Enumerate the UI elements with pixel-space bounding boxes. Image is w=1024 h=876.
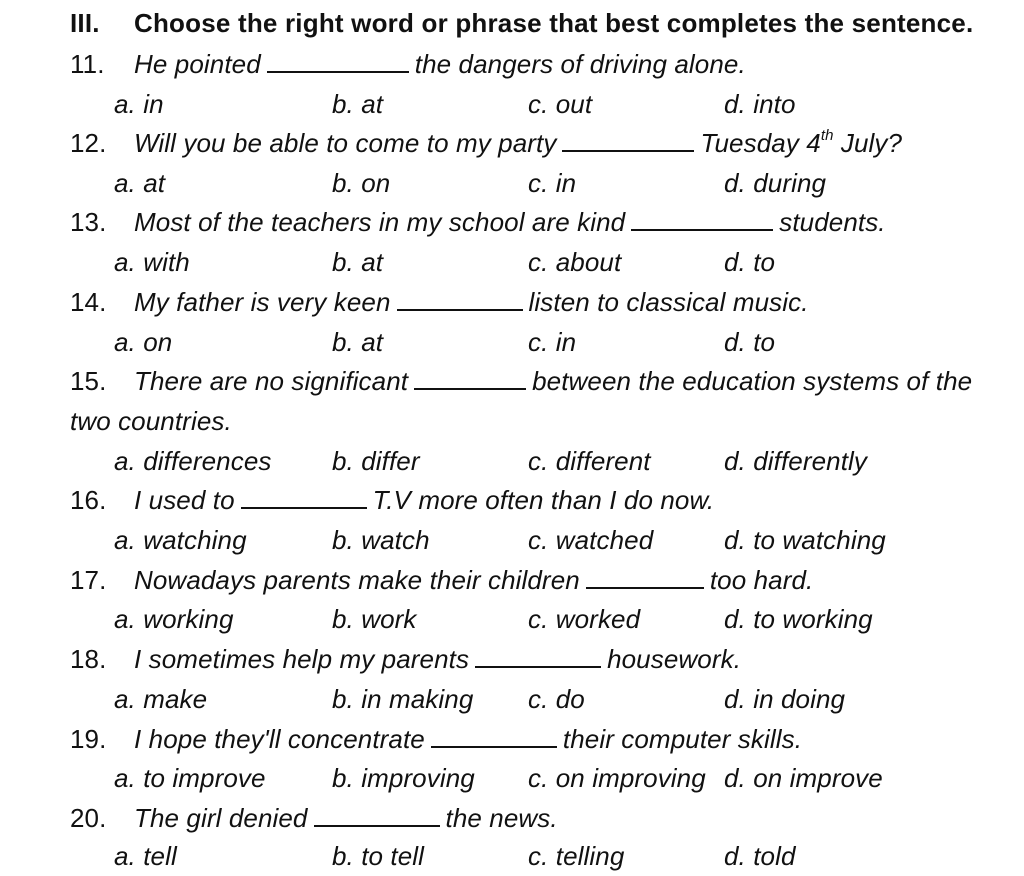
- question-number: 11.: [70, 49, 105, 79]
- question-11: [70, 46, 746, 82]
- question-number: 13.: [70, 207, 107, 237]
- question-text-before: I hope they'll concentrate: [134, 724, 425, 754]
- option-a: a. to improve: [114, 763, 266, 793]
- question-number: 16.: [70, 485, 107, 515]
- section-heading: [70, 4, 973, 42]
- option-c: c. worked: [528, 604, 641, 634]
- options-16: [114, 522, 1014, 558]
- question-text-before: I sometimes help my parents: [134, 644, 470, 674]
- question-text-before: My father is very keen: [134, 287, 391, 317]
- options-14: [114, 324, 1014, 360]
- option-b: b. in making: [332, 684, 474, 714]
- question-text-after: listen to classical music.: [528, 287, 809, 317]
- answer-blank: [241, 485, 367, 509]
- option-b: b. watch: [332, 525, 430, 555]
- options-18: [114, 681, 1014, 717]
- question-text-before: Most of the teachers in my school are kind: [134, 207, 626, 237]
- ordinal-suffix: th: [820, 127, 834, 145]
- answer-blank: [314, 803, 440, 827]
- question-16: [70, 482, 714, 518]
- question-number: 12.: [70, 128, 107, 158]
- question-number: 20.: [70, 803, 107, 833]
- section-number: III.: [70, 8, 100, 38]
- options-11: [114, 86, 1014, 122]
- option-a: a. tell: [114, 841, 177, 871]
- option-c: c. do: [528, 684, 585, 714]
- question-text-before: Will you be able to come to my party: [134, 128, 557, 158]
- option-a: a. differences: [114, 446, 272, 476]
- options-15: [114, 443, 1014, 479]
- question-text-after-2: July?: [833, 128, 903, 158]
- option-b: b. at: [332, 327, 384, 357]
- option-b: b. at: [332, 89, 384, 119]
- question-12: [70, 125, 902, 161]
- question-text-after: housework.: [607, 644, 742, 674]
- option-c: c. in: [528, 327, 577, 357]
- answer-blank: [267, 49, 409, 73]
- answer-blank: [431, 724, 557, 748]
- answer-blank: [586, 565, 704, 589]
- question-15-continuation: two countries.: [70, 406, 232, 436]
- option-a: a. at: [114, 168, 166, 198]
- option-b: b. on: [332, 168, 391, 198]
- question-number: 17.: [70, 565, 107, 595]
- question-text-after: the dangers of driving alone.: [414, 49, 746, 79]
- answer-blank: [631, 207, 773, 231]
- options-17: [114, 601, 1014, 637]
- option-a: a. on: [114, 327, 173, 357]
- answer-blank: [562, 128, 694, 152]
- question-text-after: students.: [779, 207, 886, 237]
- question-text-after: Tuesday 4: [700, 128, 821, 158]
- option-d: d. in doing: [724, 684, 846, 714]
- answer-blank: [414, 366, 526, 390]
- option-d: d. on improve: [724, 763, 883, 793]
- option-c: c. on improving: [528, 763, 706, 793]
- options-19: [114, 760, 1014, 796]
- option-b: b. differ: [332, 446, 420, 476]
- option-a: a. with: [114, 247, 190, 277]
- options-12: [114, 165, 1014, 201]
- option-b: b. at: [332, 247, 384, 277]
- option-d: d. to working: [724, 604, 873, 634]
- question-text-before: There are no significant: [134, 366, 409, 396]
- option-a: a. in: [114, 89, 164, 119]
- question-text-before: Nowadays parents make their children: [134, 565, 580, 595]
- option-c: c. different: [528, 446, 651, 476]
- option-b: b. work: [332, 604, 417, 634]
- option-b: b. to tell: [332, 841, 425, 871]
- question-number: 15.: [70, 366, 107, 396]
- option-c: c. watched: [528, 525, 654, 555]
- question-number: 14.: [70, 287, 107, 317]
- question-number: 18.: [70, 644, 107, 674]
- question-text-after: too hard.: [709, 565, 814, 595]
- section-title: Choose the right word or phrase that best completes the sentence.: [134, 8, 974, 38]
- question-text-after: their computer skills.: [562, 724, 803, 754]
- option-d: d. to watching: [724, 525, 886, 555]
- question-text-after: T.V more often than I do now.: [372, 485, 715, 515]
- answer-blank: [397, 287, 523, 311]
- option-d: d. to: [724, 327, 776, 357]
- option-d: d. differently: [724, 446, 868, 476]
- question-text-before: The girl denied: [134, 803, 308, 833]
- option-c: c. about: [528, 247, 622, 277]
- option-d: d. told: [724, 841, 796, 871]
- question-text-before: He pointed: [134, 49, 261, 79]
- question-text-after: between the education systems of the: [532, 366, 973, 396]
- question-15: [70, 363, 972, 399]
- option-d: d. into: [724, 89, 796, 119]
- question-number: 19.: [70, 724, 107, 754]
- question-19: [70, 721, 802, 757]
- question-text-before: I used to: [134, 485, 235, 515]
- question-20: [70, 800, 558, 836]
- question-text-after: the news.: [445, 803, 558, 833]
- question-14: [70, 284, 809, 320]
- options-13: [114, 244, 1014, 280]
- option-a: a. working: [114, 604, 234, 634]
- option-d: d. during: [724, 168, 827, 198]
- question-13: [70, 204, 886, 240]
- option-a: a. watching: [114, 525, 247, 555]
- options-20: [114, 838, 1014, 874]
- question-17: [70, 562, 813, 598]
- answer-blank: [475, 644, 601, 668]
- option-a: a. make: [114, 684, 208, 714]
- option-b: b. improving: [332, 763, 475, 793]
- question-18: [70, 641, 741, 677]
- option-c: c. out: [528, 89, 593, 119]
- option-d: d. to: [724, 247, 776, 277]
- option-c: c. telling: [528, 841, 625, 871]
- option-c: c. in: [528, 168, 577, 198]
